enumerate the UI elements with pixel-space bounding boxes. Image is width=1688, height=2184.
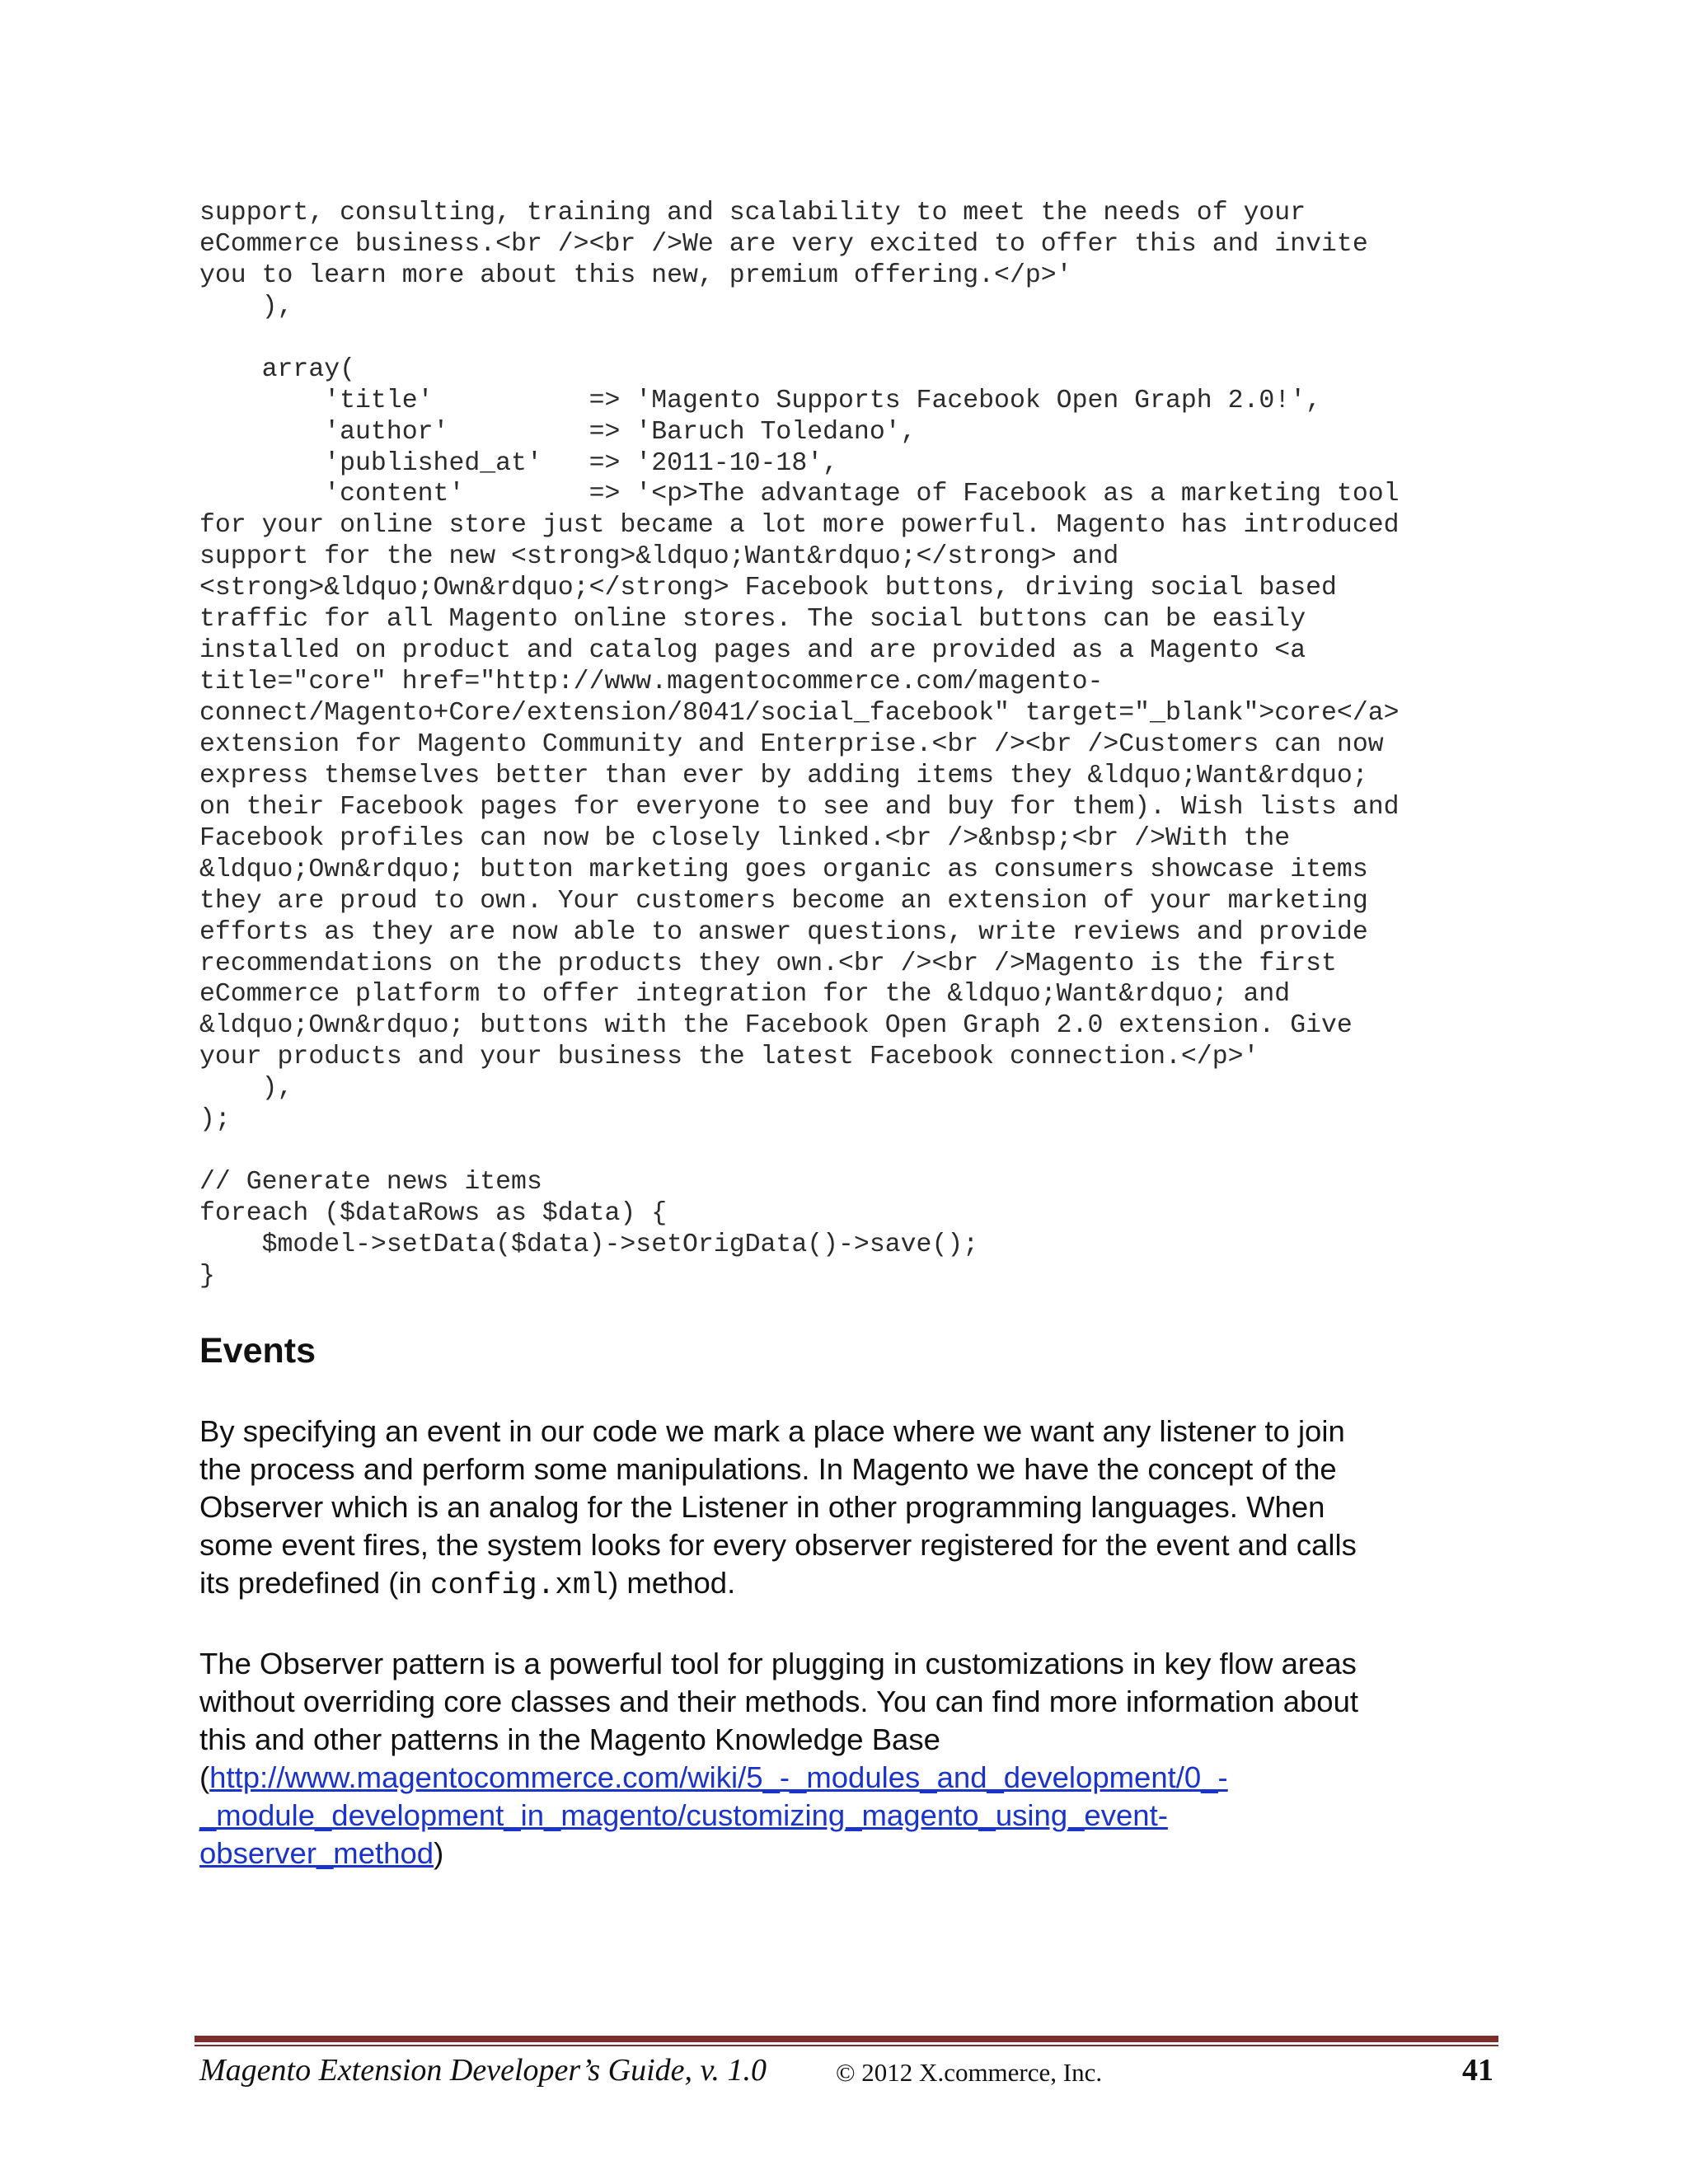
code-line: foreach ($dataRows as $data) {: [199, 1199, 668, 1228]
code-line: // Generate news items: [199, 1168, 542, 1197]
paragraph-line: [199, 1797, 1535, 1835]
knowledge-base-link[interactable]: observer_method: [199, 1836, 434, 1870]
code-line: &ldquo;Own&rdquo; buttons with the Facebook Open Graph 2.0 extension. Give: [199, 1011, 1353, 1041]
footer-book-title: Magento Extension Developer’s Guide, v. 1.0: [199, 2053, 767, 2088]
code-line: your products and your business the latest Facebook connection.</p>': [199, 1043, 1259, 1072]
code-line: }: [199, 1261, 215, 1291]
code-line: ),: [199, 292, 293, 321]
section-heading: Events: [199, 1331, 316, 1371]
code-line: 'author' => 'Baruch Toledano',: [199, 417, 917, 447]
code-line: $model->setData($data)->setOrigData()->save();: [199, 1230, 979, 1259]
code-line: array(: [199, 354, 356, 384]
code-line: you to learn more about this new, premium offering.</p>': [199, 260, 1072, 290]
code-line: connect/Magento+Core/extension/8041/social_facebook" target="_blank">core</a>: [199, 699, 1400, 728]
code-line: installed on product and catalog pages and are provided as a Magento <a: [199, 636, 1306, 666]
link-paren-close: ): [434, 1836, 444, 1870]
code-line: they are proud to own. Your customers become an extension of your marketing: [199, 886, 1368, 916]
paragraph-line: The Observer pattern is a powerful tool for plugging in customizations in key flow areas: [199, 1647, 1357, 1680]
code-line: [199, 323, 1551, 354]
code-line: support, consulting, training and scalability to meet the needs of your: [199, 199, 1306, 227]
code-line: Facebook profiles can now be closely linked.<br />&nbsp;<br />With the: [199, 823, 1291, 853]
code-line: efforts as they are now able to answer questions, write reviews and provide: [199, 917, 1368, 947]
code-line: on their Facebook pages for everyone to see and buy for them). Wish lists and: [199, 792, 1400, 822]
paragraph-line: Observer which is an analog for the Listener in other programming languages. When: [199, 1490, 1325, 1524]
code-listing: [199, 198, 1551, 1292]
code-line: 'content' => '<p>The advantage of Facebook as a marketing tool: [199, 480, 1400, 509]
paragraph-line: [199, 1835, 1535, 1872]
code-line: traffic for all Magento online stores. The social buttons can be easily: [199, 605, 1306, 635]
footer-copyright: © 2012 X.commerce, Inc.: [836, 2058, 1103, 2087]
paragraph-line: this and other patterns in the Magento Knowledge Base: [199, 1722, 940, 1756]
events-paragraph-2: [199, 1645, 1535, 1872]
paragraph-line: [199, 1759, 1535, 1797]
paragraph-line: without overriding core classes and their methods. You can find more information about: [199, 1685, 1359, 1718]
code-line: for your online store just became a lot more powerful. Magento has introduced: [199, 511, 1400, 541]
footer-rule: [195, 2036, 1498, 2042]
knowledge-base-link[interactable]: _module_development_in_magento/customizing_magento_using_event-: [199, 1798, 1168, 1832]
code-line: express themselves better than ever by adding items they &ldquo;Want&rdquo;: [199, 761, 1368, 790]
code-line: title="core" href="http://www.magentocommerce.com/magento-: [199, 668, 1104, 697]
paragraph-line: By specifying an event in our code we mark a place where we want any listener to join: [199, 1414, 1345, 1448]
code-line: support for the new <strong>&ldquo;Want&rdquo;</strong> and: [199, 542, 1119, 572]
link-paren-open: (: [199, 1760, 210, 1794]
knowledge-base-link[interactable]: http://www.magentocommerce.com/wiki/5_-_modules_and_development/0_-: [209, 1760, 1228, 1794]
page-number: 41: [1462, 2053, 1493, 2088]
paragraph-text: its predefined (in: [199, 1566, 430, 1600]
code-line: &ldquo;Own&rdquo; button marketing goes organic as consumers showcase items: [199, 855, 1368, 884]
paragraph-line: some event fires, the system looks for every observer registered for the event and calls: [199, 1528, 1357, 1562]
code-line: eCommerce business.<br /><br />We are very excited to offer this and invite: [199, 229, 1368, 259]
code-line: <strong>&ldquo;Own&rdquo;</strong> Facebook buttons, driving social based: [199, 574, 1337, 603]
code-line: extension for Magento Community and Enterprise.<br /><br />Customers can now: [199, 729, 1384, 759]
paragraph-line: the process and perform some manipulations. In Magento we have the concept of the: [199, 1452, 1337, 1486]
code-line: 'published_at' => '2011-10-18',: [199, 448, 839, 478]
paragraph-text: ) method.: [608, 1566, 736, 1600]
code-line: ),: [199, 1074, 293, 1104]
code-line: recommendations on the products they own.<br /><br />Magento is the first: [199, 949, 1337, 978]
code-line: 'title' => 'Magento Supports Facebook Open Graph 2.0!',: [199, 386, 1322, 415]
paragraph-line: [199, 1564, 1535, 1602]
footer-rule-thin: [195, 2045, 1498, 2046]
code-line: );: [199, 1105, 231, 1135]
events-paragraph-1: [199, 1413, 1535, 1602]
config-xml-code: config.xml: [430, 1568, 609, 1602]
code-line: [199, 1136, 1551, 1167]
code-line: eCommerce platform to offer integration for the &ldquo;Want&rdquo; and: [199, 980, 1291, 1010]
